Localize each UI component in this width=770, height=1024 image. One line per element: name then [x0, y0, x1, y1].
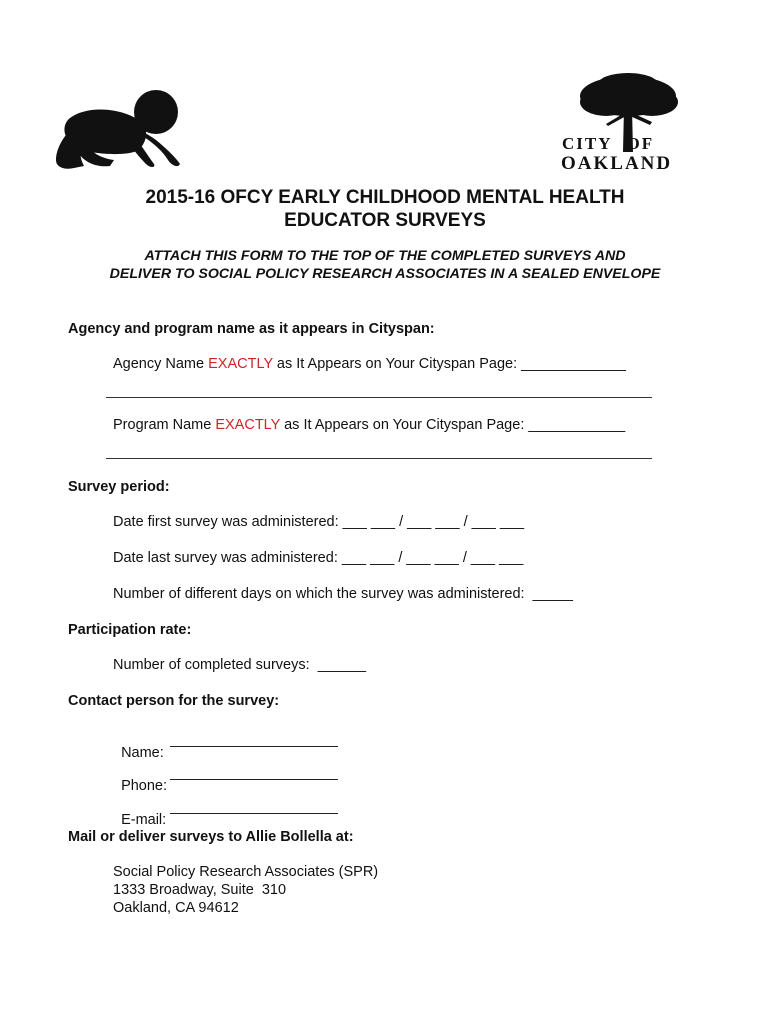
- contact-phone-label: Phone:: [121, 778, 168, 794]
- city-word: CITY: [562, 134, 613, 153]
- instruction-line1: ATTACH THIS FORM TO THE TOP OF THE COMPLETED SURVEYS AND: [144, 248, 626, 264]
- contact-email-label: E-mail:: [121, 812, 167, 828]
- contact-email-input[interactable]: [170, 799, 338, 814]
- program-name-line[interactable]: [106, 458, 652, 459]
- agency-name-prefix: Agency Name: [113, 356, 209, 372]
- agency-name-field[interactable]: [113, 356, 626, 372]
- survey-days-count-field[interactable]: Number of different days on which the survey was administered: _____: [113, 586, 573, 602]
- survey-period-heading: Survey period:: [68, 479, 170, 495]
- contact-heading: Contact person for the survey:: [68, 693, 280, 709]
- first-survey-date-field[interactable]: Date first survey was administered: ___ ___ / ___ ___ / ___ ___: [113, 514, 525, 530]
- contact-email-row: [113, 796, 166, 828]
- last-survey-date-field[interactable]: Date last survey was administered: ___ ___ / ___ ___ / ___ ___: [113, 550, 524, 566]
- page-title-line2: EDUCATOR SURVEYS: [284, 210, 486, 231]
- crawling-baby-icon: [50, 88, 185, 176]
- oakland-word: OAKLAND: [561, 153, 673, 174]
- contact-name-label: Name:: [121, 745, 164, 761]
- instruction-line2: DELIVER TO SOCIAL POLICY RESEARCH ASSOCIATES IN A SEALED ENVELOPE: [109, 266, 661, 282]
- mail-city: Oakland, CA 94612: [113, 900, 239, 916]
- mail-org: Social Policy Research Associates (SPR): [113, 864, 379, 880]
- mail-street: 1333 Broadway, Suite 310: [113, 882, 287, 898]
- contact-phone-input[interactable]: [170, 765, 338, 780]
- program-name-suffix: as It Appears on Your Cityspan Page: ____________: [280, 417, 626, 433]
- agency-name-suffix: as It Appears on Your Cityspan Page: _____________: [272, 356, 626, 372]
- page-title-line1: 2015-16 OFCY EARLY CHILDHOOD MENTAL HEALTH: [145, 187, 625, 208]
- contact-name-row: [113, 729, 164, 761]
- completed-surveys-field[interactable]: Number of completed surveys: ______: [113, 657, 367, 673]
- program-name-field[interactable]: [113, 417, 625, 433]
- program-name-emphasis: EXACTLY: [215, 417, 281, 433]
- contact-name-input[interactable]: [170, 732, 338, 747]
- agency-name-emphasis: EXACTLY: [208, 356, 273, 372]
- agency-name-line[interactable]: [106, 397, 652, 398]
- participation-heading: Participation rate:: [68, 622, 192, 638]
- mail-heading: Mail or deliver surveys to Allie Bollella at:: [68, 829, 354, 845]
- contact-phone-row: [113, 762, 167, 794]
- city-of-label: [562, 134, 682, 154]
- program-name-prefix: Program Name: [113, 417, 216, 433]
- of-word: OF: [626, 134, 655, 153]
- agency-section-heading: Agency and program name as it appears in Cityspan:: [68, 321, 435, 337]
